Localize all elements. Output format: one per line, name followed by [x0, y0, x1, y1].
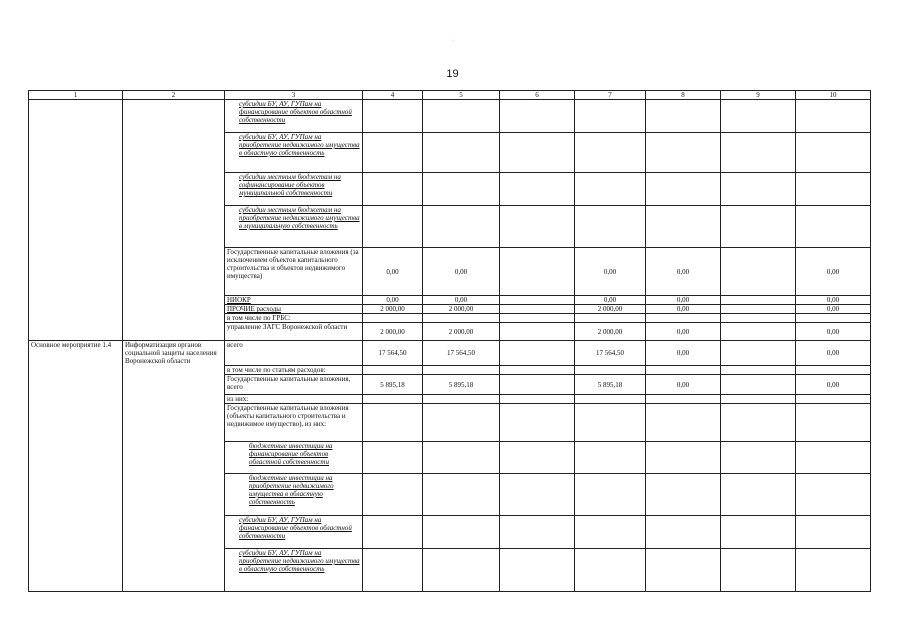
value-cell: 17 564,50: [423, 341, 500, 366]
empty-cell: [123, 100, 225, 341]
empty-cell: [721, 442, 796, 474]
value-cell: [796, 404, 871, 442]
value-cell: 0,00: [796, 305, 871, 314]
value-cell: [796, 516, 871, 549]
value-cell: [363, 366, 423, 375]
row-label: в том числе по статьям расходов:: [225, 366, 363, 375]
value-cell: [363, 549, 423, 592]
value-cell: [646, 100, 721, 133]
empty-cell: [721, 341, 796, 366]
value-cell: 0,00: [575, 248, 646, 296]
column-header: 4: [363, 91, 423, 100]
row-label: Государственные капитальные вложения, всего: [225, 375, 363, 395]
value-cell: 0,00: [646, 323, 721, 341]
value-cell: [423, 442, 500, 474]
empty-cell: [500, 133, 575, 173]
column-header: 2: [123, 91, 225, 100]
column-header: 6: [500, 91, 575, 100]
value-cell: [796, 133, 871, 173]
value-cell: 5 895,18: [423, 375, 500, 395]
budget-table: [28, 90, 871, 592]
value-cell: 17 564,50: [575, 341, 646, 366]
value-cell: [423, 474, 500, 516]
empty-cell: [500, 442, 575, 474]
page-number: 19: [446, 68, 459, 80]
row-label: из них:: [225, 395, 363, 404]
value-cell: [646, 366, 721, 375]
value-cell: [423, 100, 500, 133]
column-header: 1: [29, 91, 123, 100]
value-cell: 0,00: [646, 375, 721, 395]
value-cell: 0,00: [575, 296, 646, 305]
value-cell: [363, 314, 423, 323]
table-row: [29, 100, 871, 133]
row-label: управление ЗАГС Воронежской области: [225, 323, 363, 341]
value-cell: 2 000,00: [575, 323, 646, 341]
row-label: Государственные капитальные вложения (за исключением объектов капитального строительства и объектов недвижимого имущества): [225, 248, 363, 296]
empty-cell: [721, 549, 796, 592]
value-cell: [646, 395, 721, 404]
value-cell: [423, 206, 500, 248]
value-cell: [575, 366, 646, 375]
value-cell: [363, 173, 423, 206]
value-cell: [646, 442, 721, 474]
column-numbers-row: [29, 91, 871, 100]
value-cell: [646, 206, 721, 248]
empty-cell: [721, 314, 796, 323]
value-cell: 5 895,18: [363, 375, 423, 395]
empty-cell: [721, 206, 796, 248]
value-cell: [796, 442, 871, 474]
table-row: [29, 341, 871, 366]
empty-cell: [721, 395, 796, 404]
value-cell: 0,00: [796, 323, 871, 341]
column-header: 10: [796, 91, 871, 100]
value-cell: 2 000,00: [363, 323, 423, 341]
value-cell: [575, 516, 646, 549]
empty-cell: [500, 404, 575, 442]
empty-cell: [721, 516, 796, 549]
empty-cell: [721, 404, 796, 442]
empty-cell: [721, 375, 796, 395]
value-cell: 0,00: [796, 341, 871, 366]
empty-cell: [500, 549, 575, 592]
value-cell: [363, 442, 423, 474]
value-cell: [646, 549, 721, 592]
empty-cell: [500, 395, 575, 404]
column-header: 3: [225, 91, 363, 100]
value-cell: [575, 100, 646, 133]
empty-cell: [721, 474, 796, 516]
value-cell: [423, 549, 500, 592]
value-cell: [796, 549, 871, 592]
row-label: всего: [225, 341, 363, 366]
value-cell: [423, 395, 500, 404]
value-cell: 0,00: [796, 248, 871, 296]
value-cell: 0,00: [646, 305, 721, 314]
row-label: субсидии местным бюджетам на софинансирование объектов муниципальной собственности: [225, 173, 363, 206]
value-cell: [575, 173, 646, 206]
value-cell: [575, 206, 646, 248]
value-cell: [646, 133, 721, 173]
row-label: субсидии БУ, АУ, ГУПам на финансирование объектов областной собственности: [225, 516, 363, 549]
row-label: Государственные капитальные вложения (объекты капитального строительства и недвижимое имущество), из них:: [225, 404, 363, 442]
value-cell: [796, 173, 871, 206]
value-cell: [796, 395, 871, 404]
row-label: субсидии местным бюджетам на приобретение недвижимого имущества в муниципальную собственность: [225, 206, 363, 248]
value-cell: [796, 100, 871, 133]
empty-cell: [500, 516, 575, 549]
row-label: субсидии БУ, АУ, ГУПам на приобретение недвижимого имущества в областную собственность: [225, 133, 363, 173]
value-cell: [423, 366, 500, 375]
empty-cell: [721, 248, 796, 296]
value-cell: [423, 404, 500, 442]
value-cell: [575, 549, 646, 592]
row-label: в том числе по ГРБС:: [225, 314, 363, 323]
empty-cell: [500, 375, 575, 395]
value-cell: [363, 395, 423, 404]
row-label: субсидии БУ, АУ, ГУПам на приобретение недвижимого имущества в областную собственность: [225, 549, 363, 592]
value-cell: [646, 474, 721, 516]
empty-cell: [721, 296, 796, 305]
empty-cell: [500, 100, 575, 133]
activity-title: Информатизация органов социальной защиты населения Воронежской области: [123, 341, 225, 592]
value-cell: [423, 133, 500, 173]
empty-cell: [500, 323, 575, 341]
row-label: субсидии БУ, АУ, ГУПам на финансирование объектов областной собственности: [225, 100, 363, 133]
value-cell: [363, 100, 423, 133]
value-cell: [575, 474, 646, 516]
value-cell: [363, 474, 423, 516]
value-cell: 0,00: [646, 341, 721, 366]
value-cell: 17 564,50: [363, 341, 423, 366]
row-label: ПРОЧИЕ расходы: [225, 305, 363, 314]
value-cell: 0,00: [423, 248, 500, 296]
row-label: бюджетные инвестиции на приобретение недвижимого имущества в областную собственность: [225, 474, 363, 516]
column-header: 7: [575, 91, 646, 100]
empty-cell: [721, 305, 796, 314]
activity-code: Основное мероприятие 1.4: [29, 341, 123, 592]
value-cell: [796, 314, 871, 323]
empty-cell: [500, 366, 575, 375]
empty-cell: [721, 366, 796, 375]
value-cell: 2 000,00: [423, 323, 500, 341]
value-cell: 0,00: [363, 296, 423, 305]
value-cell: [796, 366, 871, 375]
value-cell: [423, 314, 500, 323]
value-cell: 0,00: [423, 296, 500, 305]
value-cell: [363, 516, 423, 549]
empty-cell: [500, 341, 575, 366]
value-cell: [575, 314, 646, 323]
value-cell: [363, 404, 423, 442]
empty-cell: [500, 314, 575, 323]
value-cell: 0,00: [646, 248, 721, 296]
scan-speck: ·: [452, 38, 454, 44]
empty-cell: [29, 100, 123, 341]
value-cell: 2 000,00: [363, 305, 423, 314]
value-cell: 0,00: [796, 375, 871, 395]
value-cell: 0,00: [363, 248, 423, 296]
value-cell: [575, 133, 646, 173]
value-cell: [646, 314, 721, 323]
value-cell: [423, 516, 500, 549]
empty-cell: [500, 305, 575, 314]
value-cell: 0,00: [646, 296, 721, 305]
column-header: 5: [423, 91, 500, 100]
value-cell: [646, 404, 721, 442]
column-header: 9: [721, 91, 796, 100]
value-cell: [423, 173, 500, 206]
row-label: бюджетные инвестиции на финансирование объектов областной собственности: [225, 442, 363, 474]
empty-cell: [500, 474, 575, 516]
value-cell: 2 000,00: [423, 305, 500, 314]
column-header: 8: [646, 91, 721, 100]
value-cell: 0,00: [796, 296, 871, 305]
empty-cell: [721, 100, 796, 133]
empty-cell: [721, 173, 796, 206]
empty-cell: [500, 173, 575, 206]
value-cell: [646, 173, 721, 206]
value-cell: 2 000,00: [575, 305, 646, 314]
row-label: НИОКР: [225, 296, 363, 305]
value-cell: [575, 442, 646, 474]
value-cell: [575, 404, 646, 442]
value-cell: [796, 474, 871, 516]
value-cell: 5 895,18: [575, 375, 646, 395]
empty-cell: [721, 133, 796, 173]
empty-cell: [721, 323, 796, 341]
value-cell: [646, 516, 721, 549]
value-cell: [363, 133, 423, 173]
empty-cell: [500, 296, 575, 305]
value-cell: [796, 206, 871, 248]
empty-cell: [500, 248, 575, 296]
empty-cell: [500, 206, 575, 248]
value-cell: [363, 206, 423, 248]
value-cell: [575, 395, 646, 404]
